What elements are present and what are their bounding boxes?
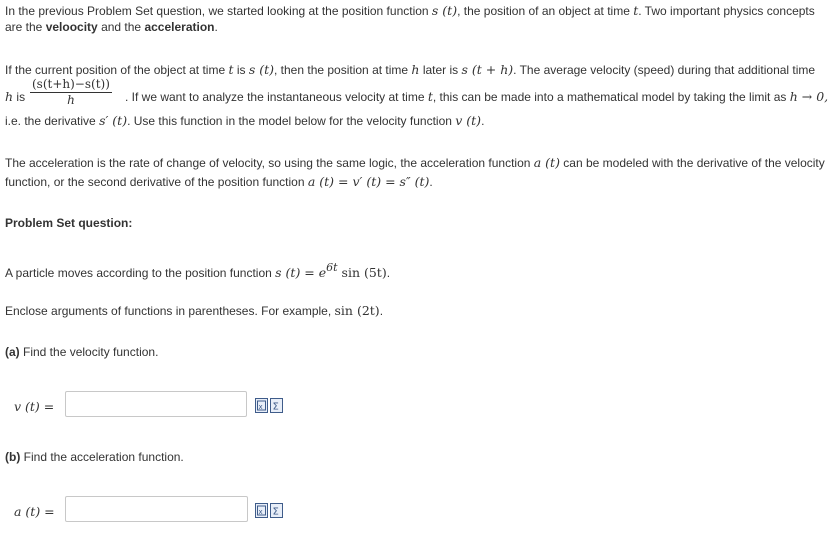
instructions (5, 303, 383, 318)
intro-text: are the (5, 20, 46, 34)
acceleration-answer-input[interactable] (65, 496, 248, 522)
velocity-text: is (233, 63, 249, 77)
equation-editor-icon[interactable] (255, 503, 268, 518)
intro-line-1 (5, 3, 815, 18)
intro-text: and the (97, 20, 145, 34)
fraction-denominator: h (67, 93, 75, 107)
part-b-variable: a (t) = (14, 504, 55, 519)
velocity-text: If the current position of the object at time (5, 63, 229, 77)
part-a-text: Find the velocity function. (19, 345, 159, 359)
part-a-prompt (5, 345, 158, 359)
fraction-numerator: (s(t+h)−s(t)) (32, 77, 110, 91)
math-t: t (633, 3, 639, 18)
svg-text:Σ: Σ (272, 401, 279, 412)
svg-text:x: x (258, 508, 263, 516)
velocity-text: . The average velocity (speed) during that additional time (513, 63, 816, 77)
velocity-text: . Use this function in the model below for the velocity function (127, 114, 456, 128)
problem-text: A particle moves according to the position function (5, 266, 276, 280)
velocity-text: , then the position at time (274, 63, 412, 77)
velocity-text: is (13, 90, 26, 104)
part-b-label: (b) (5, 450, 21, 464)
instructions-text: Enclose arguments of functions in parentheses. For example, (5, 304, 335, 318)
math-position-lhs: s (t) = e (275, 265, 327, 280)
problem-statement (5, 261, 390, 280)
intro-text: . (214, 20, 218, 34)
part-b-prompt (5, 450, 184, 464)
velocity-line-2-rest (125, 89, 828, 104)
difference-quotient (30, 77, 112, 107)
velocity-text: . If we want to analyze the instantaneous velocity at time (125, 90, 428, 104)
velocity-text: later is (419, 63, 462, 77)
svg-text:x: x (258, 403, 263, 411)
velocity-answer-input[interactable] (65, 391, 247, 417)
intro-text: In the previous Problem Set question, we started looking at the position function (5, 4, 432, 18)
math-accel-equation: a (t) = v′ (t) = s″ (t) (307, 174, 430, 189)
intro-text: . Two important physics concepts (638, 4, 815, 18)
math-v-of-t: v (t) (455, 113, 482, 128)
accel-line-1 (5, 155, 825, 170)
equation-editor-icon[interactable] (255, 398, 268, 413)
svg-text:Σ: Σ (272, 506, 279, 517)
accel-line-2 (5, 174, 433, 189)
accel-text: . (429, 175, 433, 189)
velocity-line-1 (5, 62, 815, 77)
part-a-label: (a) (5, 345, 20, 359)
intro-line-2 (5, 20, 218, 34)
velocity-text: i.e. the derivative (5, 114, 100, 128)
math-a-of-t: a (t) (533, 155, 560, 170)
acceleration-term: acceleration (144, 20, 215, 34)
math-h: h (5, 89, 14, 104)
math-s-prime: s′ (t) (99, 113, 128, 128)
problem-heading: Problem Set question: (5, 216, 133, 230)
part-b-text: Find the acceleration function. (20, 450, 184, 464)
intro-text: , the position of an object at time (457, 4, 634, 18)
sigma-palette-icon[interactable] (270, 398, 283, 413)
velocity-term: veloocity (45, 20, 98, 34)
math-h: h (411, 62, 420, 77)
accel-text: function, or the second derivative of the position function (5, 175, 308, 189)
problem-text: . (386, 266, 391, 280)
math-s-of-t: s (t) (431, 3, 458, 18)
math-s-t-plus-h: s (t + h) (461, 62, 514, 77)
math-limit: h → 0, (789, 89, 829, 104)
velocity-text: . (481, 114, 485, 128)
accel-text: The acceleration is the rate of change of velocity, so using the same logic, the acceleration function (5, 156, 534, 170)
math-exponent: 6t (326, 261, 338, 274)
math-t: t (228, 62, 234, 77)
velocity-text: , this can be made into a mathematical model by taking the limit as (432, 90, 790, 104)
math-t: t (427, 89, 433, 104)
math-s-of-t: s (t) (248, 62, 274, 77)
math-example: sin (2t) (334, 303, 380, 318)
velocity-line-3 (5, 113, 484, 128)
math-position-rhs: sin (5t) (337, 265, 387, 280)
sigma-palette-icon[interactable] (270, 503, 283, 518)
velocity-line-2-start (5, 89, 25, 104)
accel-text: can be modeled with the derivative of the velocity (559, 156, 825, 170)
part-a-variable: v (t) = (14, 399, 55, 414)
instructions-text: . (379, 304, 384, 318)
